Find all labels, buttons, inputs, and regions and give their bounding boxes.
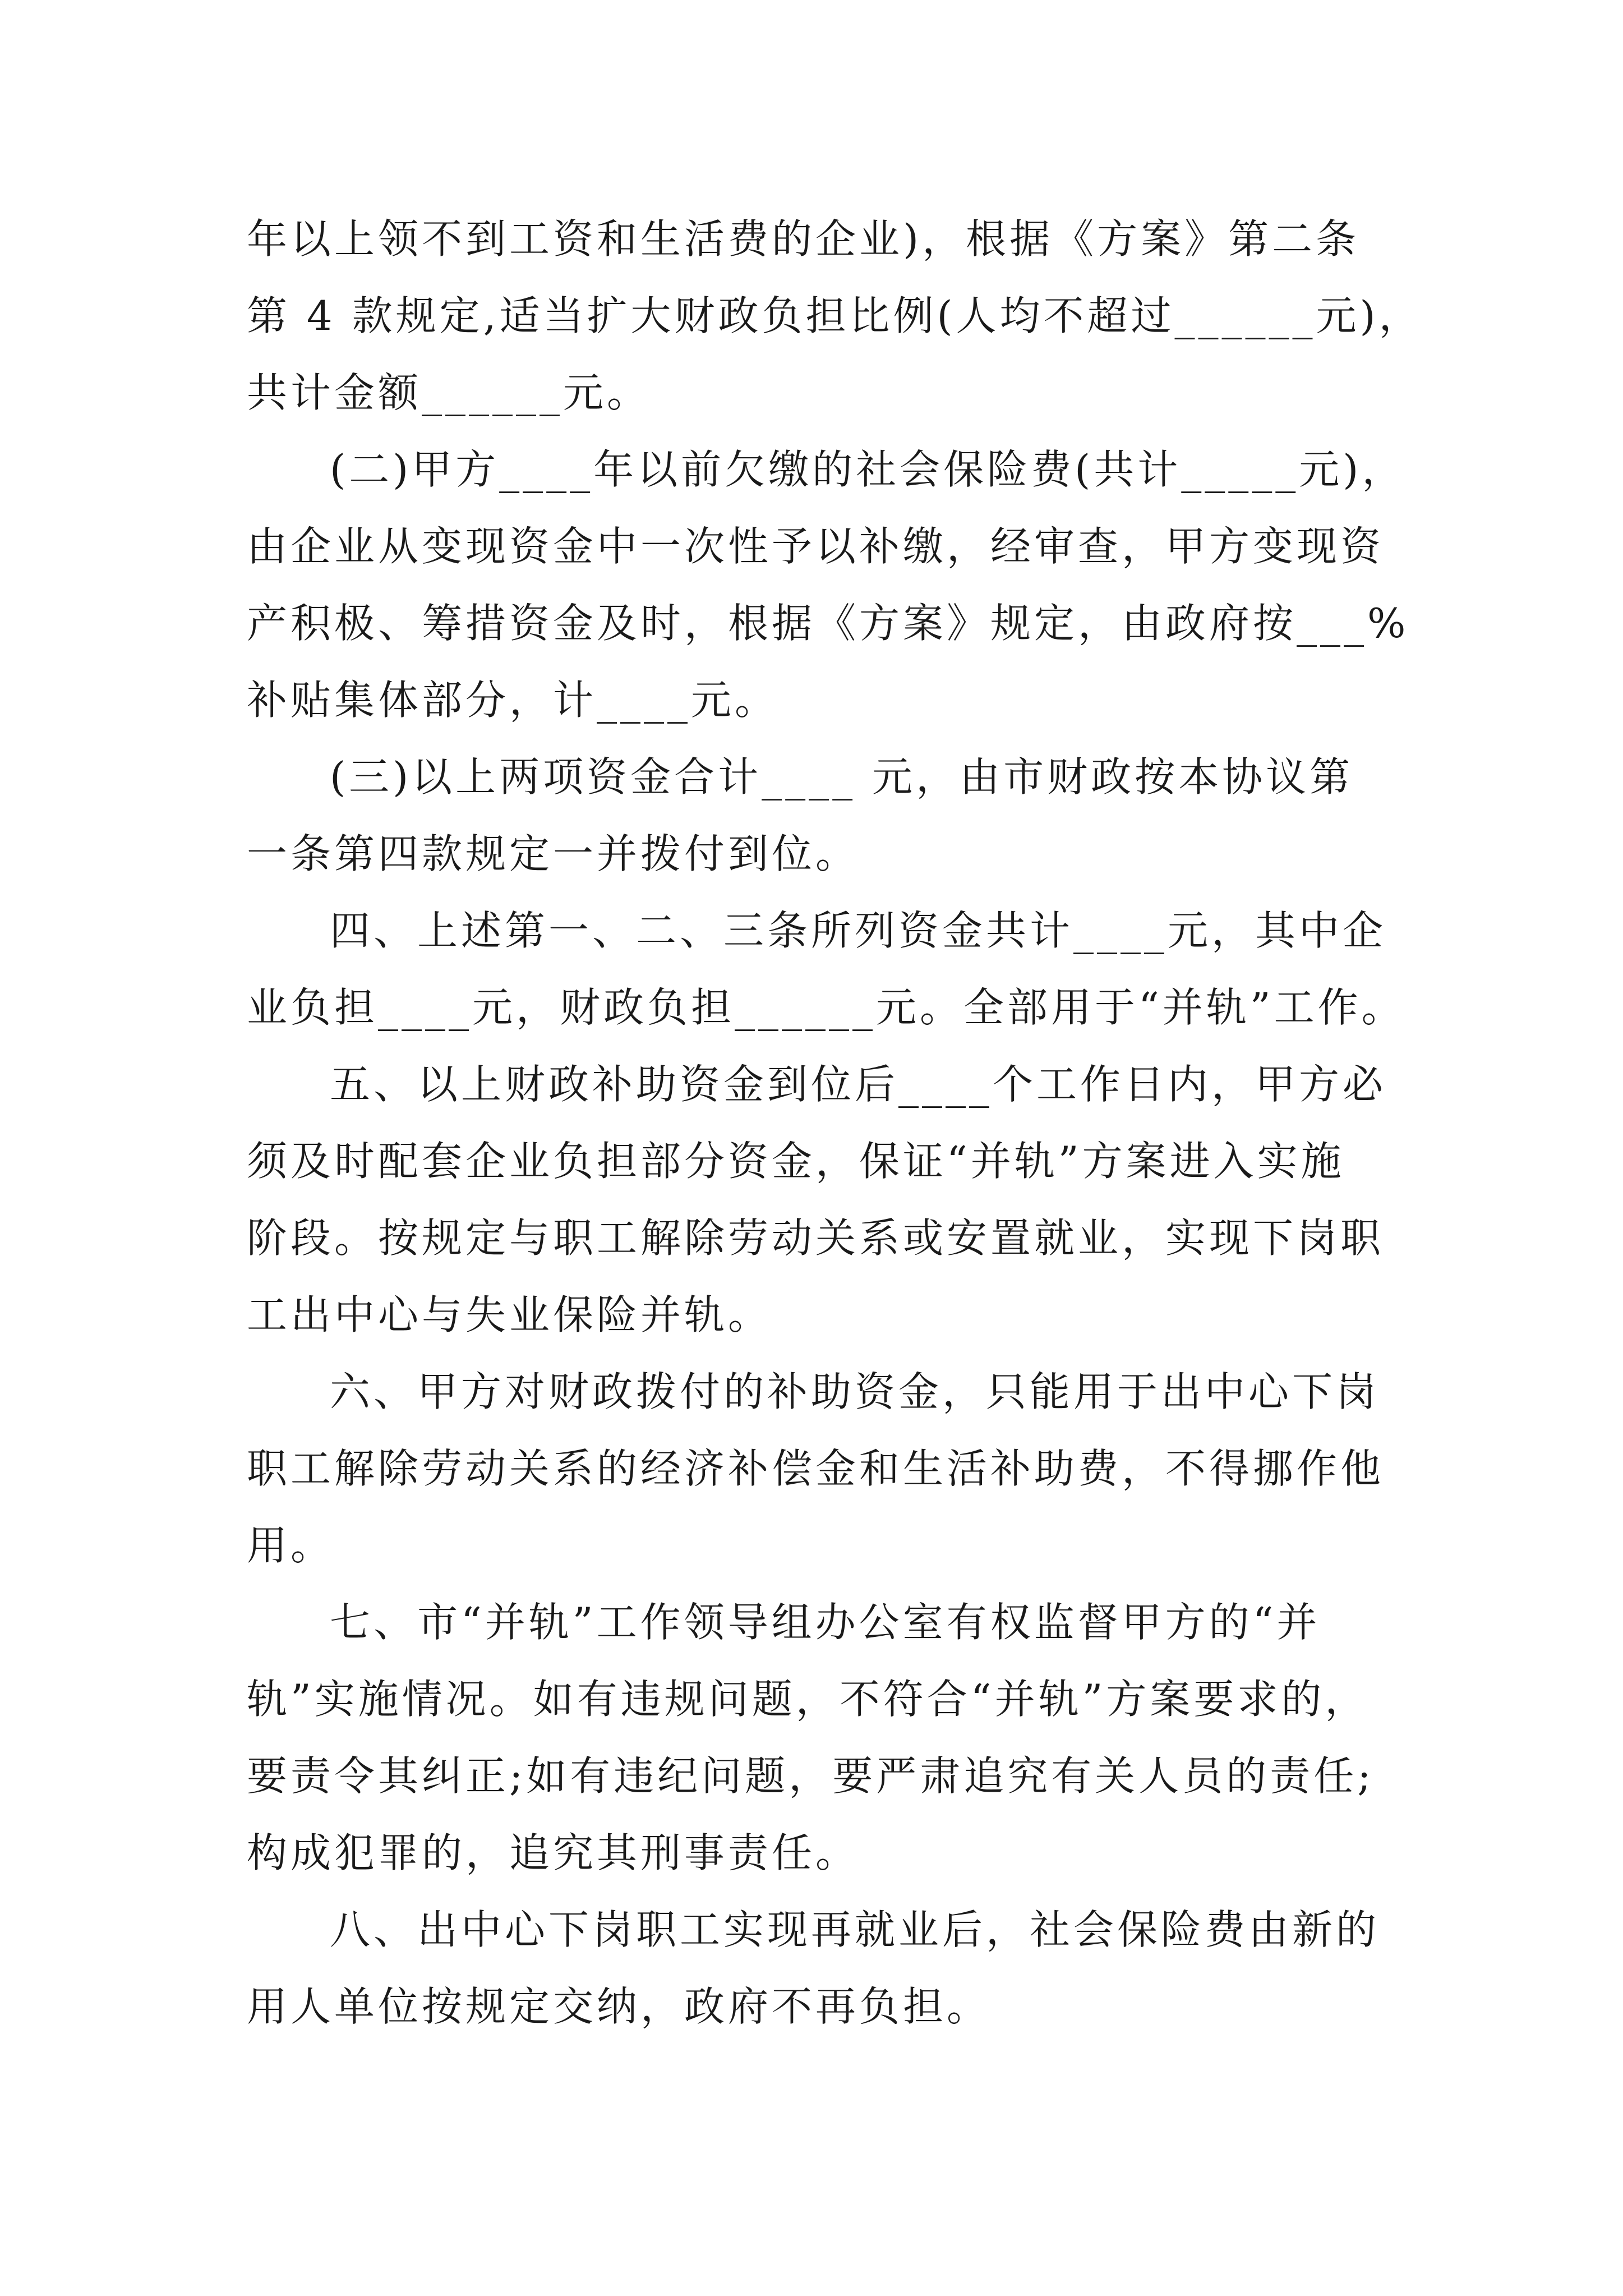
text-line: 构成犯罪的，追究其刑事责任。 <box>247 1829 860 1876</box>
document-body <box>247 201 1423 2045</box>
text-line: 年以上领不到工资和生活费的企业)，根据《方案》第二条 <box>247 215 1360 263</box>
paragraph-start-line: 四、上述第一、二、三条所列资金共计____元，其中企 <box>330 907 1387 954</box>
text-line: 由企业从变现资金中一次性予以补缴，经审查，甲方变现资 <box>247 523 1385 570</box>
text-line: 工出中心与失业保险并轨。 <box>247 1291 772 1338</box>
text-line: 轨”实施情况。如有违规问题，不符合“并轨”方案要求的， <box>247 1676 1369 1723</box>
paragraph-start-line: 六、甲方对财政拨付的补助资金，只能用于出中心下岗 <box>330 1368 1380 1415</box>
text-line: 职工解除劳动关系的经济补偿金和生活补助费，不得挪作他 <box>247 1445 1385 1492</box>
paragraph-start-line: 七、市“并轨”工作领导组办公室有权监督甲方的“并 <box>330 1599 1321 1646</box>
text-line: 第 4 款规定,适当扩大财政负担比例(人均不超过______元)， <box>247 292 1423 339</box>
text-line: 阶段。按规定与职工解除劳动关系或安置就业，实现下岗职 <box>247 1214 1385 1262</box>
text-line: 用人单位按规定交纳，政府不再负担。 <box>247 1983 991 2030</box>
text-line: 补贴集体部分，计____元。 <box>247 677 779 724</box>
text-line: 须及时配套企业负担部分资金，保证“并轨”方案进入实施 <box>247 1138 1345 1185</box>
text-line: 要责令其纠正;如有违纪问题，要严肃追究有关人员的责任; <box>247 1752 1375 1800</box>
text-line: 共计金额______元。 <box>247 369 651 416</box>
paragraph-start-line: (三)以上两项资金合计____ 元，由市财政按本协议第 <box>330 753 1354 800</box>
paragraph-start-line: (二)甲方____年以前欠缴的社会保险费(共计_____元)， <box>330 446 1406 493</box>
paragraph-start-line: 五、以上财政补助资金到位后____个工作日内，甲方必 <box>330 1061 1387 1108</box>
text-line: 业负担____元，财政负担______元。全部用于“并轨”工作。 <box>247 984 1405 1031</box>
text-line: 用。 <box>247 1522 335 1569</box>
text-line: 产积极、筹措资金及时，根据《方案》规定，由政府按___% <box>247 600 1409 647</box>
paragraph-start-line: 八、出中心下岗职工实现再就业后，社会保险费由新的 <box>330 1906 1380 1953</box>
text-line: 一条第四款规定一并拨付到位。 <box>247 830 860 877</box>
